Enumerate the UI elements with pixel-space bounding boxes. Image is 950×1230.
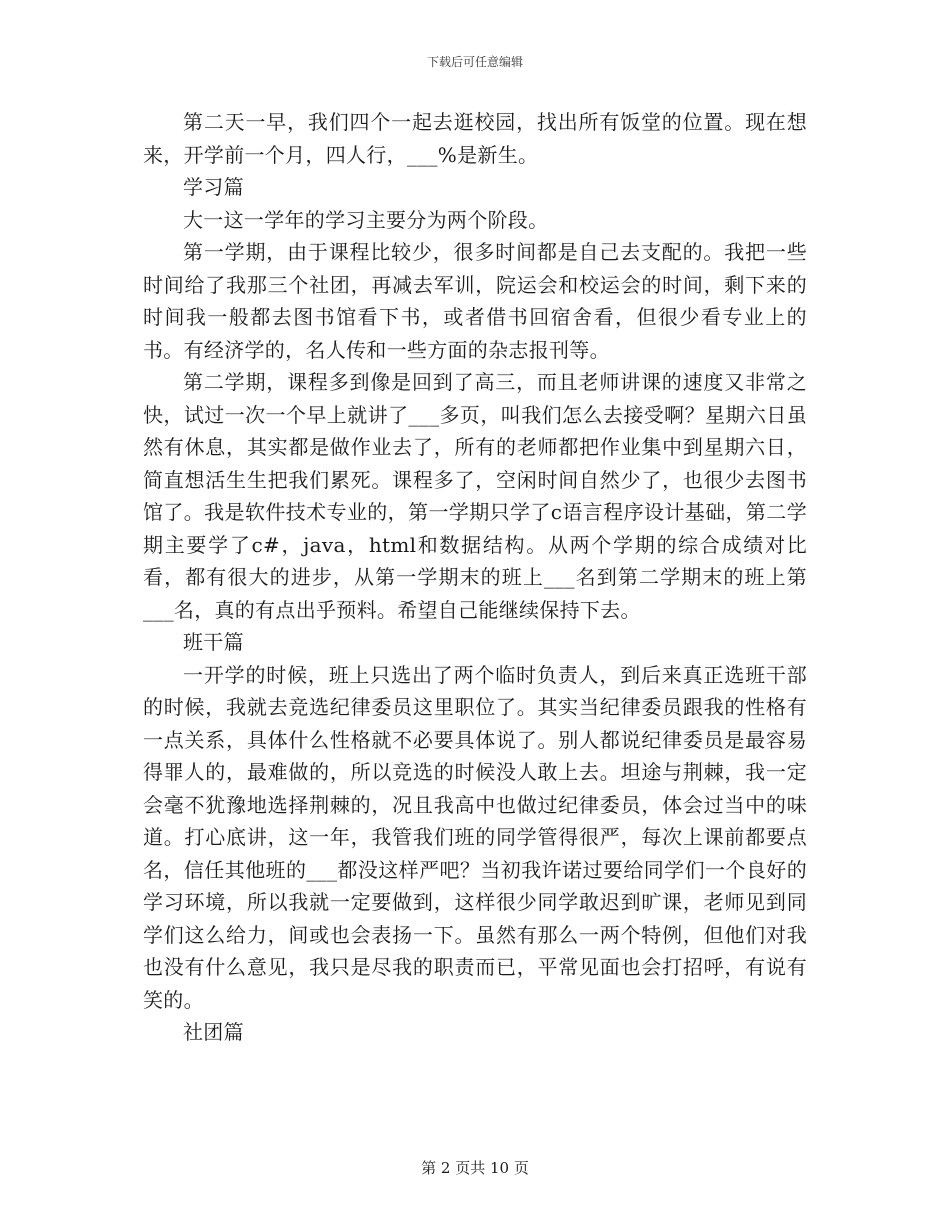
header-note: 下载后可任意编辑 xyxy=(426,55,523,69)
section-title-study: 学习篇 xyxy=(183,175,244,199)
section-title-club: 社团篇 xyxy=(183,1020,244,1044)
paragraph-study-overview: 大一这一学年的学习主要分为两个阶段。 xyxy=(183,207,549,232)
paragraph-intro: 第二天一早，我们四个一起去逛校园，找出所有饭堂的位置。现在想来，开学前一个月，四人行，___%是新生。 xyxy=(143,110,807,167)
paragraph-class-cadre: 一开学的时候，班上只选出了两个临时负责人，到后来真正选班干部的时候，我就去竞选纪律委员这里职位了。其实当纪律委员跟我的性格有一点关系，具体什么性格就不必要具体说了。别人都说纪律委员是最容易得罪人的，最难做的，所以竞选的时候没人敢上去。坦途与荆棘，我一定会毫不犹豫地选择荆棘的，况且我高中也做过纪律委员，体会过当中的味道。打心底讲，这一年，我管我们班的同学管得很严，每次上课前都要点名，信任其他班的___都没这样严吧？当初我许诺过要给同学们一个良好的学习环境，所以我就一定要做到，这样很少同学敢迟到旷课，老师见到同学们这么给力，间或也会表扬一下。虽然有那么一两个特例，但他们对我也没有什么意见，我只是尽我的职责而已，平常见面也会打招呼，有说有笑的。 xyxy=(143,662,807,1012)
page-number-footer: 第 2 页共 10 页 xyxy=(421,1159,529,1177)
document-body xyxy=(143,106,807,1049)
section-title-class-cadre: 班干篇 xyxy=(183,630,244,654)
paragraph-second-semester: 第二学期，课程多到像是回到了高三，而且老师讲课的速度又非常之快，试过一次一个早上就讲了___多页，叫我们怎么去接受啊？星期六日虽然有休息，其实都是做作业去了，所有的老师都把作业集中到星期六日，简直想活生生把我们累死。课程多了，空闲时间自然少了，也很少去图书馆了。我是软件技术专业的，第一学期只学了c语言程序设计基础，第二学期主要学了c#，java，html和数据结构。从两个学期的综合成绩对比看，都有很大的进步，从第一学期末的班上___名到第二学期末的班上第___名，真的有点出乎预料。希望自己能继续保持下去。 xyxy=(143,370,807,622)
paragraph-first-semester: 第一学期，由于课程比较少，很多时间都是自己去支配的。我把一些时间给了我那三个社团，再减去军训，院运会和校运会的时间，剩下来的时间我一般都去图书馆看下书，或者借书回宿舍看，但很少看专业上的书。有经济学的，名人传和一些方面的杂志报刊等。 xyxy=(143,240,807,362)
